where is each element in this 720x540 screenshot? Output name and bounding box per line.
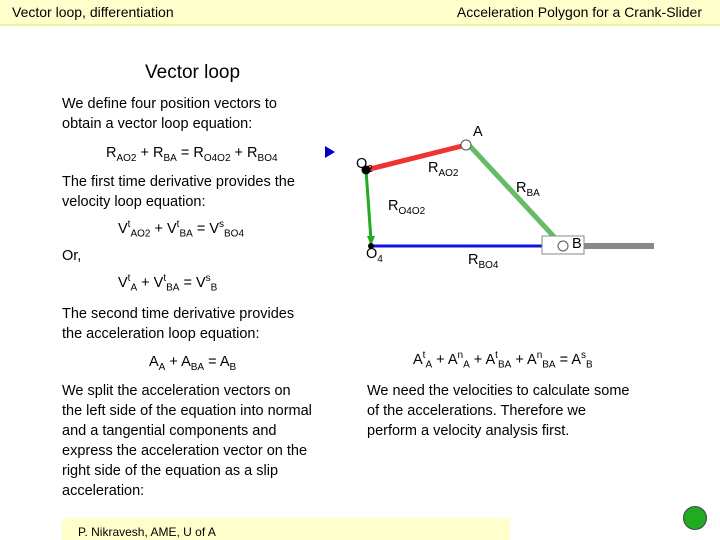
or-label: Or, (62, 248, 82, 264)
pin-a (461, 140, 471, 150)
label-a: A (473, 124, 483, 140)
label-o2: $O_2$ (356, 156, 373, 175)
intro-text: We define four position vectors to obtain a vector loop equation: (62, 96, 277, 132)
next-slide-button[interactable] (683, 506, 707, 530)
pin-b (558, 241, 568, 251)
slide-topic-title: Acceleration Polygon for a Crank-Slider (456, 4, 702, 20)
slide-title: Vector loop (145, 62, 241, 83)
acceleration-components-equation: $A^t_A + A^n_A + A^t_{BA} + A^n_{BA} = A^s_B$ (413, 350, 593, 371)
label-rao2: $R_{AO2}$ (428, 160, 459, 179)
label-b: B (572, 236, 582, 252)
position-loop-equation: $R_{AO2} + R_{BA} = R_{O4O2} + R_{BO4}$ (106, 145, 278, 164)
velocity-intro-text: The first time derivative provides the velocity loop equation: (62, 174, 295, 210)
velocity-loop-equation: $V^t_{AO2} + V^t_{BA} = V^s_{BO4}$ (118, 219, 245, 240)
velocity-equation-short: $V^t_A + V^t_{BA} = V^s_B$ (118, 273, 218, 294)
label-rbo4: $R_{BO4}$ (468, 252, 499, 271)
acceleration-intro-text: The second time derivative provides the acceleration loop equation: (62, 306, 295, 342)
label-ro4o2: $R_{O4O2}$ (388, 198, 426, 217)
play-arrow-icon (325, 146, 335, 158)
slide-section-title: Vector loop, differentiation (12, 4, 174, 20)
label-rba: $R_{BA}$ (516, 180, 540, 199)
acceleration-loop-equation: $A_A + A_{BA} = A_B$ (149, 354, 237, 373)
split-text: We split the acceleration vectors on the left side of the equation into normal and a tangential components and express the acceleration vector on the right side of the equation as a slip acceleration: (62, 383, 312, 499)
rba-vector (468, 144, 558, 241)
velocity-analysis-note: We need the velocities to calculate some of the accelerations. Therefore we perform a velocity analysis first. (367, 383, 630, 439)
ro4o2-vector (366, 170, 371, 240)
label-o4: $O_4$ (366, 246, 383, 265)
footer-credit: P. Nikravesh, AME, U of A (78, 525, 216, 539)
